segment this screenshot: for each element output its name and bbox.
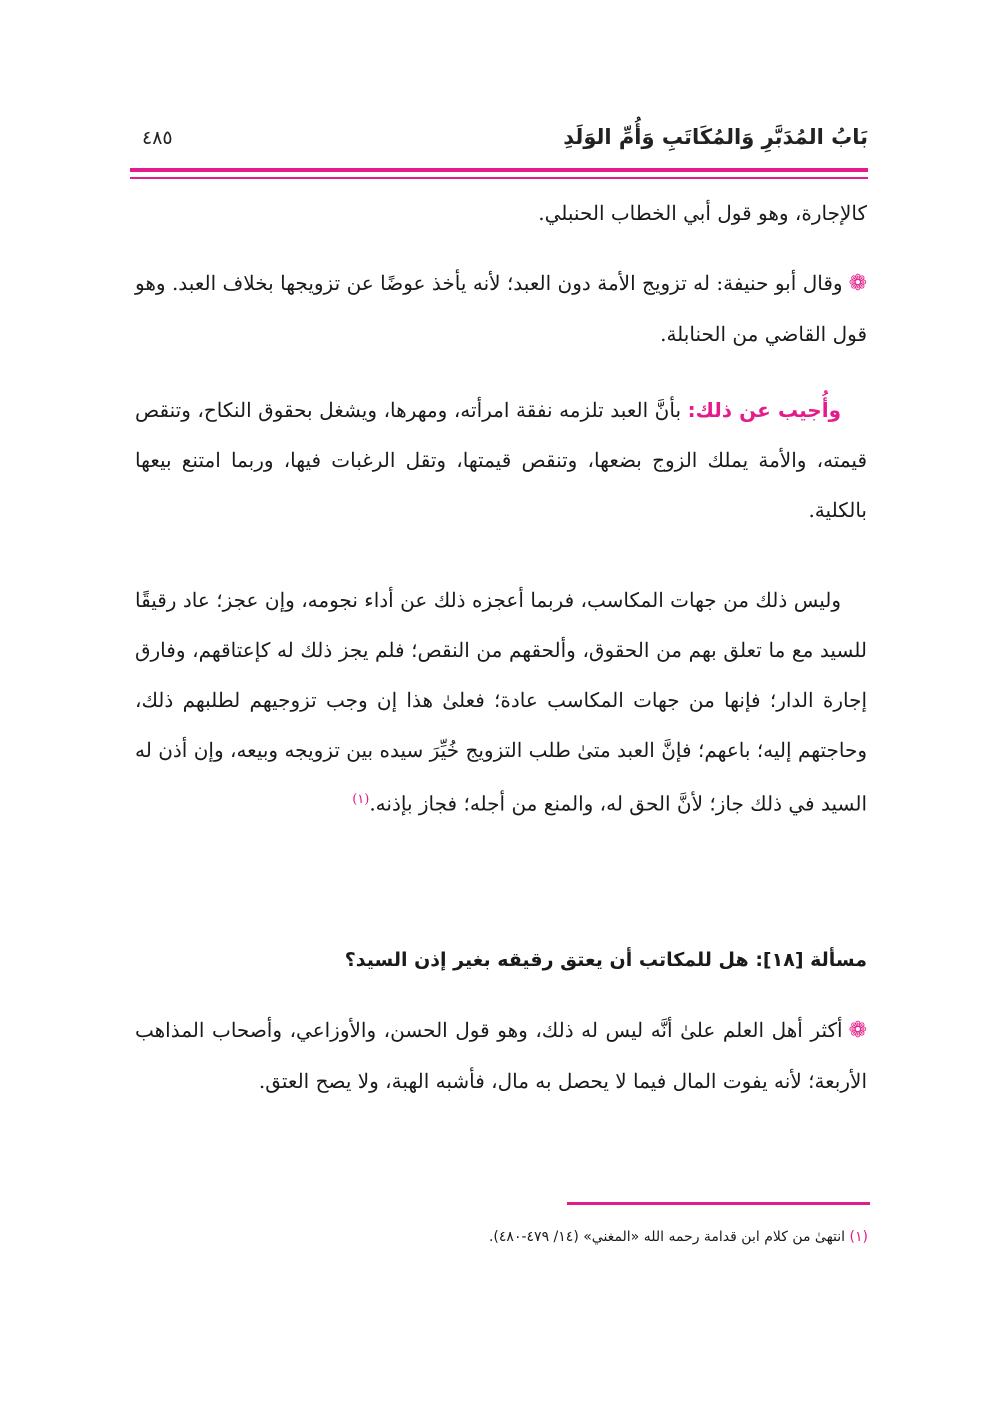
footnote-reference[interactable]: (١)	[352, 792, 370, 807]
flower-ornament-icon: ❁	[848, 1018, 867, 1043]
masala-label: مسألة [١٨]:	[755, 949, 867, 971]
paragraph-2-text: وقال أبو حنيفة: له تزويج الأمة دون العبد؛ لأنه يأخذ عوضًا عن تزويجها بخلاف العبد. وهو قول القاضي من الحنابلة.	[135, 271, 867, 346]
paragraph-4-text: وليس ذلك من جهات المكاسب، فربما أعجزه ذلك عن أداء نجومه، وإن عجز؛ عاد رقيقًا للسيد مع ما تعلق بهم من الحقوق، وألحقهم من النقص؛ فلم يجز ذلك له كإعتاقهم، وفارق إجارة الدار؛ فإنها من جهات المكاسب عادة؛ فعلىٰ هذا إن وجب تزوجيهم لطلبهم ذلك، وحاجتهم إليه؛ باعهم؛ فإنَّ العبد متىٰ طلب التزويج خُيِّرَ سيده بين تزويجه وبيعه، وإن أذن له السيد في ذلك جاز؛ لأنَّ الحق له، والمنع من أجله؛ فجاز بإذنه.	[135, 588, 867, 816]
footnote-divider	[567, 1202, 870, 1205]
masala-heading	[135, 940, 867, 980]
footnote-text: انتهىٰ من كلام ابن قدامة رحمه الله «المغني» (١٤/ ٤٧٩-٤٨٠).	[488, 1229, 846, 1245]
header-rule-thick	[130, 168, 868, 172]
masala-question: هل للمكاتب أن يعتق رقيقه بغير إذن السيد؟	[344, 949, 749, 971]
page-header	[130, 125, 868, 161]
flower-ornament-icon: ❁	[848, 271, 867, 296]
answer-paragraph	[135, 1005, 867, 1106]
paragraph-4	[135, 575, 867, 829]
chapter-title: بَابُ المُدَبَّرِ وَالمُكَاتَبِ وَأُمِّ الوَلَدِ	[563, 125, 868, 149]
footnote	[136, 1222, 868, 1252]
paragraph-1-text: كالإجارة، وهو قول أبي الخطاب الحنبلي.	[538, 201, 867, 225]
paragraph-3-text: بأنَّ العبد تلزمه نفقة امرأته، ومهرها، ويشغل بحقوق النكاح، وتنقص قيمته، والأمة يملك الزوج بضعها، وتنقص قيمتها، وتقل الرغبات فيها، وربما امتنع بيعها بالكلية.	[135, 398, 867, 522]
footnote-number: (١)	[849, 1229, 868, 1245]
paragraph-3	[135, 385, 867, 535]
paragraph-1	[135, 188, 867, 238]
paragraph-2	[135, 258, 867, 359]
answer-label: وأُجيب عن ذلك:	[687, 398, 841, 422]
page-number: ٤٨٥	[142, 127, 173, 149]
header-rule-thin	[130, 177, 868, 179]
answer-text: أكثر أهل العلم علىٰ أنَّه ليس له ذلك، وهو قول الحسن، والأوزاعي، وأصحاب المذاهب الأربعة؛ لأنه يفوت المال فيما لا يحصل به مال، فأشبه الهبة، ولا يصح العتق.	[135, 1018, 867, 1093]
